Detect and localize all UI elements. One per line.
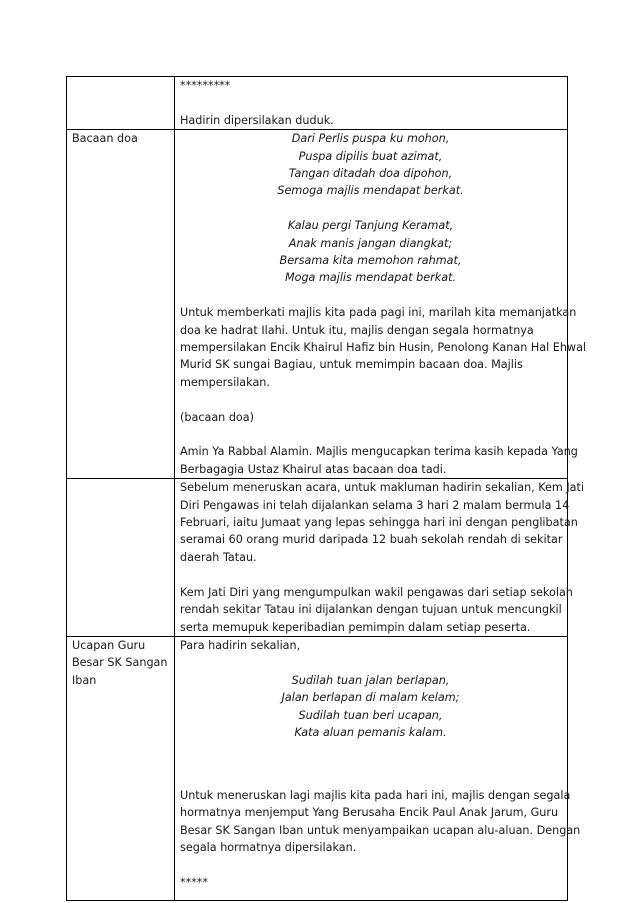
paragraph-line: Untuk meneruskan lagi majlis kita pada hari ini, majlis dengan segala	[180, 788, 571, 802]
separator-stars: *********	[180, 79, 231, 92]
pantun-line: Puspa dipilis buat azimat,	[298, 149, 443, 163]
row-content-cell	[175, 636, 581, 900]
paragraph-line: Sebelum meneruskan acara, untuk makluman hadirin sekalian, Kem Jati	[180, 481, 585, 495]
table-row	[67, 130, 568, 479]
row-label-cell	[67, 77, 175, 130]
paragraph-line: rendah sekitar Tatau ini dijalankan dengan tujuan untuk mencungkil	[180, 603, 562, 617]
table-row	[67, 77, 568, 130]
row-label-bacaan-doa: Bacaan doa	[72, 132, 138, 146]
program-script-table	[66, 76, 587, 901]
pantun-line: Sudilah tuan beri ucapan,	[298, 708, 443, 722]
paragraph-line: Kem Jati Diri yang mengumpulkan wakil pengawas dari setiap sekolah	[180, 585, 573, 599]
paragraph-line: Murid SK sungai Bagiau, untuk memimpin bacaan doa. Majlis	[180, 358, 523, 372]
pantun-line: Semoga majlis mendapat berkat.	[277, 184, 464, 198]
paragraph-line: Berbagagia Ustaz Khairul atas bacaan doa tadi.	[180, 462, 447, 476]
row-label-cell	[67, 636, 175, 900]
greeting-line: Para hadirin sekalian,	[180, 638, 301, 652]
paragraph-line: hormatnya menjemput Yang Berusaha Encik Paul Anak Jarum, Guru	[180, 806, 559, 820]
paragraph-line: segala hormatnya dipersilakan.	[180, 840, 357, 854]
pantun-line: Anak manis jangan diangkat;	[288, 236, 453, 250]
table-row	[67, 636, 568, 900]
paragraph-line: seramai 60 orang murid daripada 12 buah sekolah rendah di sekitar	[180, 533, 563, 547]
info-paragraph-1	[180, 479, 585, 566]
pantun-line: Sudilah tuan jalan berlapan,	[291, 673, 450, 687]
paragraph-line: serta memupuk keperibadian pemimpin dalam setiap peserta.	[180, 620, 531, 634]
paragraph-line: doa ke hadrat Ilahi. Untuk itu, majlis dengan segala hormatnya	[180, 323, 534, 337]
paragraph-line: Amin Ya Rabbal Alamin. Majlis mengucapkan terima kasih kepada Yang	[180, 445, 578, 459]
paragraph-line: daerah Tatau.	[180, 550, 257, 564]
paragraph-line: Untuk memberkati majlis kita pada pagi ini, marilah kita memanjatkan	[180, 306, 577, 320]
pantun-line: Bersama kita memohon rahmat,	[279, 254, 462, 268]
invite-paragraph	[180, 787, 581, 857]
separator-stars: *****	[180, 875, 208, 889]
pantun-line: Dari Perlis puspa ku mohon,	[291, 132, 450, 146]
pantun-stanza-3	[180, 672, 561, 742]
table-row	[67, 479, 568, 637]
info-paragraph-2	[180, 584, 573, 636]
action-note: (bacaan doa)	[180, 410, 254, 424]
row-content-cell	[175, 77, 568, 130]
pantun-line: Tangan ditadah doa dipohon,	[288, 167, 453, 181]
paragraph-line: mempersilakan.	[180, 375, 270, 389]
pantun-line: Jalan berlapan di malam kelam;	[281, 691, 460, 705]
paragraph-line: Diri Pengawas ini telah dijalankan selama 3 hari 2 malam bermula 14	[180, 498, 570, 512]
row-content-cell	[175, 479, 585, 637]
paragraph-line: mempersilakan Encik Khairul Hafiz bin Husin, Penolong Kanan Hal Ehwal	[180, 341, 587, 355]
thanks-paragraph	[180, 443, 578, 478]
row-label-line: Iban	[72, 673, 97, 687]
pantun-line: Kalau pergi Tanjung Keramat,	[287, 219, 454, 233]
row-label-line: Ucapan Guru	[72, 638, 146, 652]
row-content-cell	[175, 130, 587, 479]
pantun-stanza-2	[180, 217, 561, 287]
invite-paragraph	[180, 304, 587, 391]
closing-line: Hadirin dipersilakan duduk.	[180, 113, 334, 127]
pantun-line: Moga majlis mendapat berkat.	[284, 271, 457, 285]
pantun-stanza-1	[180, 130, 561, 200]
row-label-cell	[67, 479, 175, 637]
paragraph-line: Besar SK Sangan Iban untuk menyampaikan ucapan alu-aluan. Dengan	[180, 823, 581, 837]
pantun-line: Kata aluan pemanis kalam.	[294, 725, 447, 739]
row-label-line: Besar SK Sangan	[72, 656, 168, 670]
paragraph-line: Februari, iaitu Jumaat yang lepas sehingga hari ini dengan penglibatan	[180, 516, 578, 530]
row-label-cell	[67, 130, 175, 479]
